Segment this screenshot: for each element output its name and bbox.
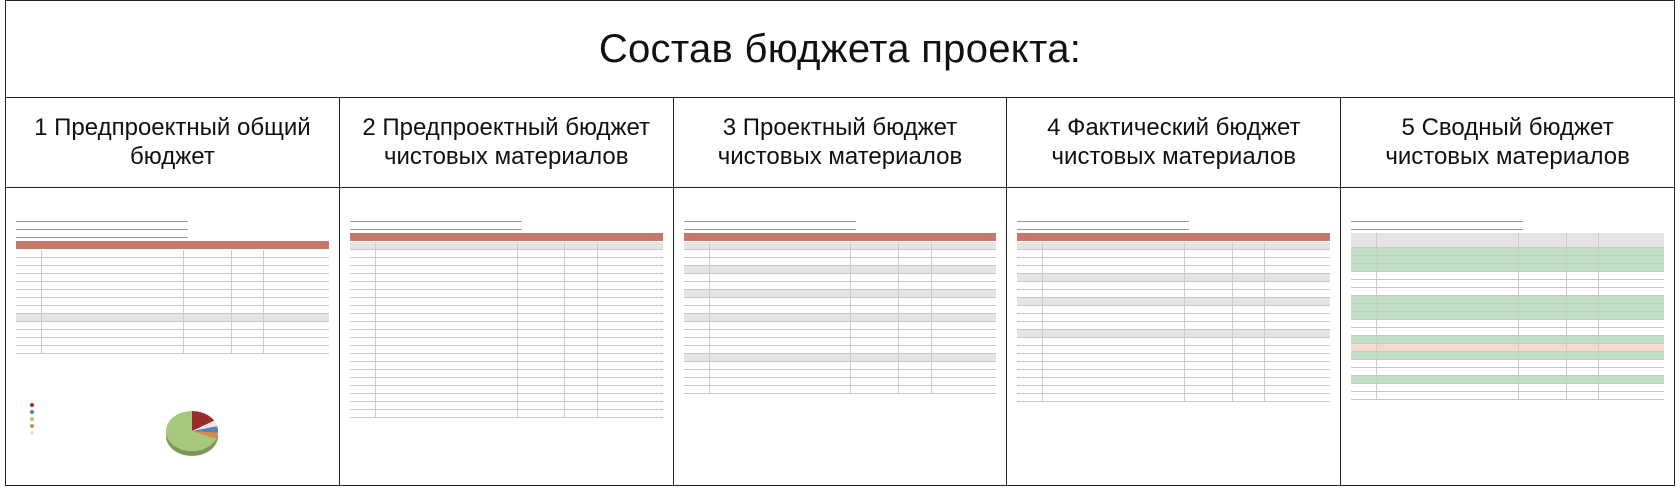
columns	[6, 97, 1674, 485]
column-4	[1007, 97, 1341, 485]
pie-chart-icon	[166, 411, 218, 451]
spreadsheet-thumbnail-4[interactable]	[1017, 215, 1330, 473]
spreadsheet-thumbnail-2[interactable]	[350, 215, 663, 473]
column-1	[6, 97, 340, 485]
column-3	[674, 97, 1008, 485]
column-1-header: 1 Предпроектный общий бюджет	[6, 97, 339, 188]
column-2-header: 2 Предпроектный бюджет чистовых материалов	[340, 97, 673, 188]
column-3-header: 3 Проектный бюджет чистовых материалов	[674, 97, 1007, 188]
title-row	[6, 1, 1674, 98]
column-5	[1341, 97, 1674, 485]
column-2	[340, 97, 674, 485]
budget-table	[5, 0, 1675, 486]
column-4-header: 4 Фактический бюджет чистовых материалов	[1007, 97, 1340, 188]
spreadsheet-thumbnail-5[interactable]	[1351, 215, 1664, 473]
chart-legend	[30, 401, 37, 436]
page-title: Состав бюджета проекта:	[598, 26, 1082, 71]
column-5-header: 5 Сводный бюджет чистовых материалов	[1341, 97, 1674, 188]
spreadsheet-thumbnail-1[interactable]	[16, 215, 329, 473]
spreadsheet-thumbnail-3[interactable]	[684, 215, 997, 473]
